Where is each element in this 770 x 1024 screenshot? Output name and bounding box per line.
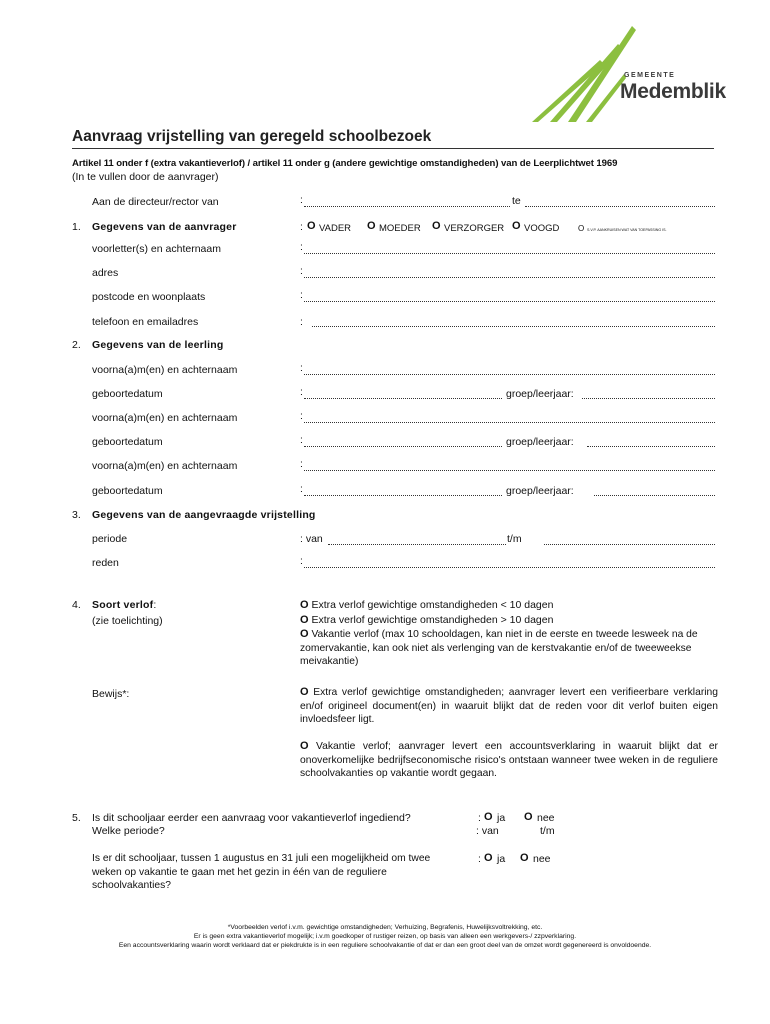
option-moeder-label: MOEDER (379, 223, 421, 234)
applicant-address-colon: : (300, 265, 303, 277)
proof-option-2[interactable] (300, 740, 718, 781)
student3-dob-label: geboortedatum (92, 485, 163, 497)
applicant-phone-colon: : (300, 316, 303, 328)
leave-option-1[interactable] (300, 599, 553, 612)
director-school-field[interactable] (304, 205, 510, 207)
student3-name-colon: : (300, 458, 303, 470)
q2-ja-label: ja (497, 853, 506, 865)
applicant-postcode-label: postcode en woonplaats (92, 291, 206, 303)
q1-nee-label: nee (537, 812, 555, 824)
option-note: S.V.P. AANKRUISEN WAT VAN TOEPASSING IS. (587, 228, 667, 232)
reason-colon: : (300, 555, 303, 567)
section3-heading: Gegevens van de aangevraagde vrijstelling (92, 509, 316, 521)
director-colon: : (300, 194, 303, 206)
logo-line2: Medemblik (620, 80, 726, 103)
applicant-name-label: voorletter(s) en achternaam (92, 243, 221, 255)
director-te: te (512, 195, 521, 207)
applicant-postcode-field[interactable] (304, 300, 715, 302)
section4-heading-text: Soort verlof (92, 599, 154, 611)
student3-dob-field[interactable] (304, 494, 502, 496)
section2-number: 2. (72, 339, 81, 351)
q1-van: : van (476, 825, 499, 837)
q1-ja-radio[interactable]: O (484, 811, 493, 823)
student1-name-colon: : (300, 362, 303, 374)
section4-number: 4. (72, 599, 81, 611)
leave-option-3-label: Vakantie verlof (max 10 schooldagen, kan niet in de eerste en tweede lesweek na de zomervakantie, kan ook niet als verlenging van de kerstvakantie en/of de tweeweekse meivakantie) (300, 629, 698, 667)
applicant-postcode-colon: : (300, 289, 303, 301)
student1-dob-field[interactable] (304, 397, 502, 399)
applicant-phone-field[interactable] (312, 325, 715, 327)
student3-group-label: groep/leerjaar: (506, 485, 574, 497)
student2-group-field[interactable] (587, 445, 715, 447)
proof-option-2-label: Vakantie verlof; aanvrager levert een accountsverklaring in waaruit blijkt dat er onoverkomelijke bedrijfseconomische risico's ontstaan wanneer twee weken in de reguliere schoolvakanties op vakantie wordt gegaan. (300, 741, 718, 779)
q1-line2: Welke periode? (92, 825, 165, 837)
student3-name-field[interactable] (304, 469, 715, 471)
applicant-phone-label: telefoon en emailadres (92, 316, 199, 328)
logo-line1: GEMEENTE (624, 72, 676, 79)
q1-nee-radio[interactable]: O (524, 811, 533, 823)
student2-name-field[interactable] (304, 421, 715, 423)
option-verzorger-label: VERZORGER (444, 223, 505, 234)
q2-nee-radio[interactable]: O (520, 852, 529, 864)
student1-dob-colon: : (300, 386, 303, 398)
student2-group-label: groep/leerjaar: (506, 436, 574, 448)
period-label: periode (92, 533, 128, 545)
student2-name-label: voorna(a)m(en) en achternaam (92, 412, 238, 424)
leave-option-1-label: Extra verlof gewichtige omstandigheden < 10 dagen (311, 599, 554, 611)
student1-group-field[interactable] (582, 397, 715, 399)
logo-stripes-icon (520, 22, 640, 127)
municipality-logo (520, 22, 730, 132)
section4-heading (92, 599, 156, 612)
applicant-name-field[interactable] (304, 252, 715, 254)
q1-ja-label: ja (497, 812, 506, 824)
period-to-field[interactable] (544, 543, 715, 545)
q2-ja-radio[interactable]: O (484, 852, 493, 864)
leave-option-3[interactable] (300, 628, 718, 669)
applicant-address-label: adres (92, 267, 119, 279)
leave-option-1-radio[interactable]: O (300, 599, 309, 611)
page-title: Aanvraag vrijstelling van geregeld schoolbezoek (72, 128, 432, 145)
option-vader-radio[interactable]: O (307, 220, 316, 232)
student3-dob-colon: : (300, 483, 303, 495)
student1-dob-label: geboortedatum (92, 388, 163, 400)
section1-colon: : (300, 221, 303, 233)
section1-number: 1. (72, 221, 81, 233)
applicant-address-field[interactable] (304, 276, 715, 278)
applicant-name-colon: : (300, 241, 303, 253)
reason-label: reden (92, 557, 119, 569)
section5-number: 5. (72, 812, 81, 824)
leave-option-3-radio[interactable]: O (300, 628, 309, 640)
student2-dob-colon: : (300, 434, 303, 446)
option-note-radio: O (578, 224, 585, 233)
period-van: : van (300, 533, 323, 545)
section4-heading-colon: : (153, 599, 157, 611)
option-vader-label: VADER (319, 223, 352, 234)
q1-colon: : (478, 812, 481, 824)
proof-label: Bewijs*: (92, 688, 130, 700)
student1-group-label: groep/leerjaar: (506, 388, 574, 400)
option-moeder-radio[interactable]: O (367, 220, 376, 232)
q1-line1: Is dit schooljaar eerder een aanvraag voor vakantieverlof ingediend? (92, 812, 411, 824)
student1-name-field[interactable] (304, 373, 715, 375)
section3-number: 3. (72, 509, 81, 521)
proof-option-1-label: Extra verlof gewichtige omstandigheden; aanvrager levert een verifieerbare verklaring en/of origineel document(en) in waaruit blijkt dat de reden voor dit verlof buiten eigen invloedsfeer ligt. (300, 687, 718, 725)
q2-colon: : (478, 853, 481, 865)
leave-option-2-radio[interactable]: O (300, 614, 309, 626)
student3-name-label: voorna(a)m(en) en achternaam (92, 460, 238, 472)
period-from-field[interactable] (328, 543, 506, 545)
footnote-1: *Voorbeelden verlof i.v.m. gewichtige omstandigheden; Verhuizing, Begrafenis, Huwelijksvoltrekking, etc. (227, 924, 543, 931)
option-voogd-radio[interactable]: O (512, 220, 521, 232)
q1-tm: t/m (540, 825, 555, 837)
director-label: Aan de directeur/rector van (92, 196, 219, 208)
section4-sub: (zie toelichting) (92, 615, 163, 627)
page-subtitle: Artikel 11 onder f (extra vakantieverlof) / artikel 11 onder g (andere gewichtige omstandigheden) van de Leerplichtwet 1969 (72, 158, 618, 169)
footnote-2: Er is geen extra vakantieverlof mogelijk; i.v.m goedkoper of rustiger reizen, op basis van alleen een werkgevers-/ zzpverklaring. (193, 933, 577, 940)
leave-option-2[interactable] (300, 614, 553, 627)
student3-group-field[interactable] (594, 494, 715, 496)
period-tm: t/m (507, 533, 522, 545)
option-voogd-label: VOOGD (524, 223, 560, 234)
footnote-3: Een accountsverklaring waarin wordt verklaard dat er piekdrukte is in een reguliere schoolvakantie of dat er dan een groot deel van de omzet wordt gegenereerd is onvoldoende. (118, 942, 652, 949)
proof-option-1-radio[interactable]: O (300, 686, 309, 698)
student1-name-label: voorna(a)m(en) en achternaam (92, 364, 238, 376)
section1-heading: Gegevens van de aanvrager (92, 221, 237, 233)
student2-name-colon: : (300, 410, 303, 422)
student2-dob-field[interactable] (304, 445, 502, 447)
proof-option-2-radio[interactable]: O (300, 740, 309, 752)
leave-option-2-label: Extra verlof gewichtige omstandigheden > 10 dagen (311, 614, 554, 626)
q2-text: Is er dit schooljaar, tussen 1 augustus en 31 juli een mogelijkheid om twee weken op vakantie te gaan met het gezin in één van de reguliere schoolvakanties? (92, 853, 431, 891)
option-verzorger-radio[interactable]: O (432, 220, 441, 232)
title-underline (72, 148, 714, 149)
page-subtitle2: (In te vullen door de aanvrager) (72, 171, 219, 183)
reason-field[interactable] (304, 566, 715, 568)
q2-nee-label: nee (533, 853, 551, 865)
student2-dob-label: geboortedatum (92, 436, 163, 448)
proof-option-1[interactable] (300, 686, 718, 727)
director-place-field[interactable] (525, 205, 715, 207)
section2-heading: Gegevens van de leerling (92, 339, 224, 351)
